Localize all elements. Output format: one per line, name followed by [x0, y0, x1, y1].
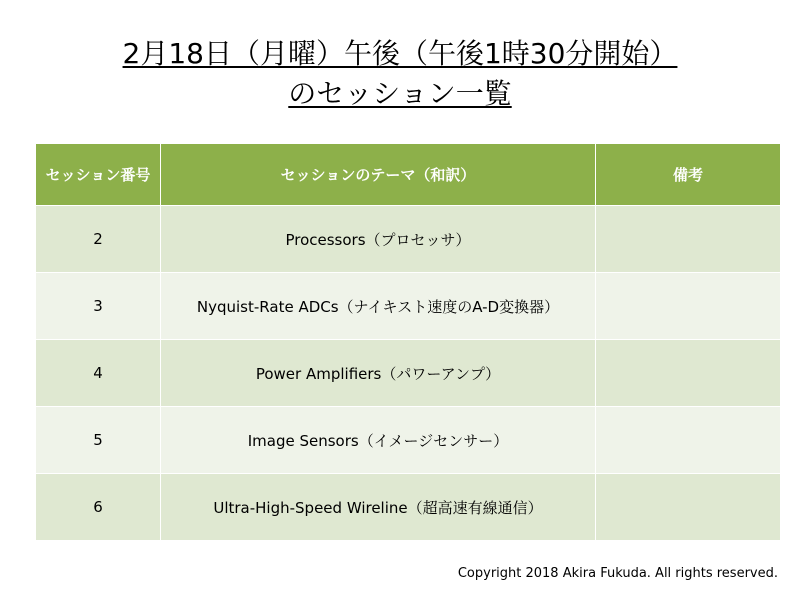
title-line-1: 2月18日（月曜）午後（午後1時30分開始）	[122, 37, 678, 70]
header-session-number: セッション番号	[36, 144, 161, 206]
title-line-2: のセッション一覧	[288, 77, 512, 110]
table-row	[36, 273, 781, 340]
session-theme-cell: Processors（プロセッサ）	[161, 206, 596, 273]
table-row	[36, 407, 781, 474]
header-session-theme: セッションのテーマ（和訳）	[161, 144, 596, 206]
session-number-cell: 6	[36, 474, 161, 541]
table-row	[36, 474, 781, 541]
session-number-cell: 2	[36, 206, 161, 273]
table-header-row	[36, 144, 781, 206]
session-number-cell: 4	[36, 340, 161, 407]
header-notes: 備考	[596, 144, 781, 206]
session-theme-cell: Power Amplifiers（パワーアンプ）	[161, 340, 596, 407]
session-number-cell: 3	[36, 273, 161, 340]
session-note-cell	[596, 340, 781, 407]
session-number-cell: 5	[36, 407, 161, 474]
session-theme-cell: Nyquist-Rate ADCs（ナイキスト速度のA-D変換器）	[161, 273, 596, 340]
session-theme-cell: Ultra-High-Speed Wireline（超高速有線通信）	[161, 474, 596, 541]
copyright-notice: Copyright 2018 Akira Fukuda. All rights reserved.	[457, 566, 778, 581]
session-table	[35, 143, 781, 541]
session-theme-cell: Image Sensors（イメージセンサー）	[161, 407, 596, 474]
session-note-cell	[596, 206, 781, 273]
session-note-cell	[596, 407, 781, 474]
session-note-cell	[596, 273, 781, 340]
table-row	[36, 206, 781, 273]
session-note-cell	[596, 474, 781, 541]
table-row	[36, 340, 781, 407]
page-title	[0, 34, 800, 114]
